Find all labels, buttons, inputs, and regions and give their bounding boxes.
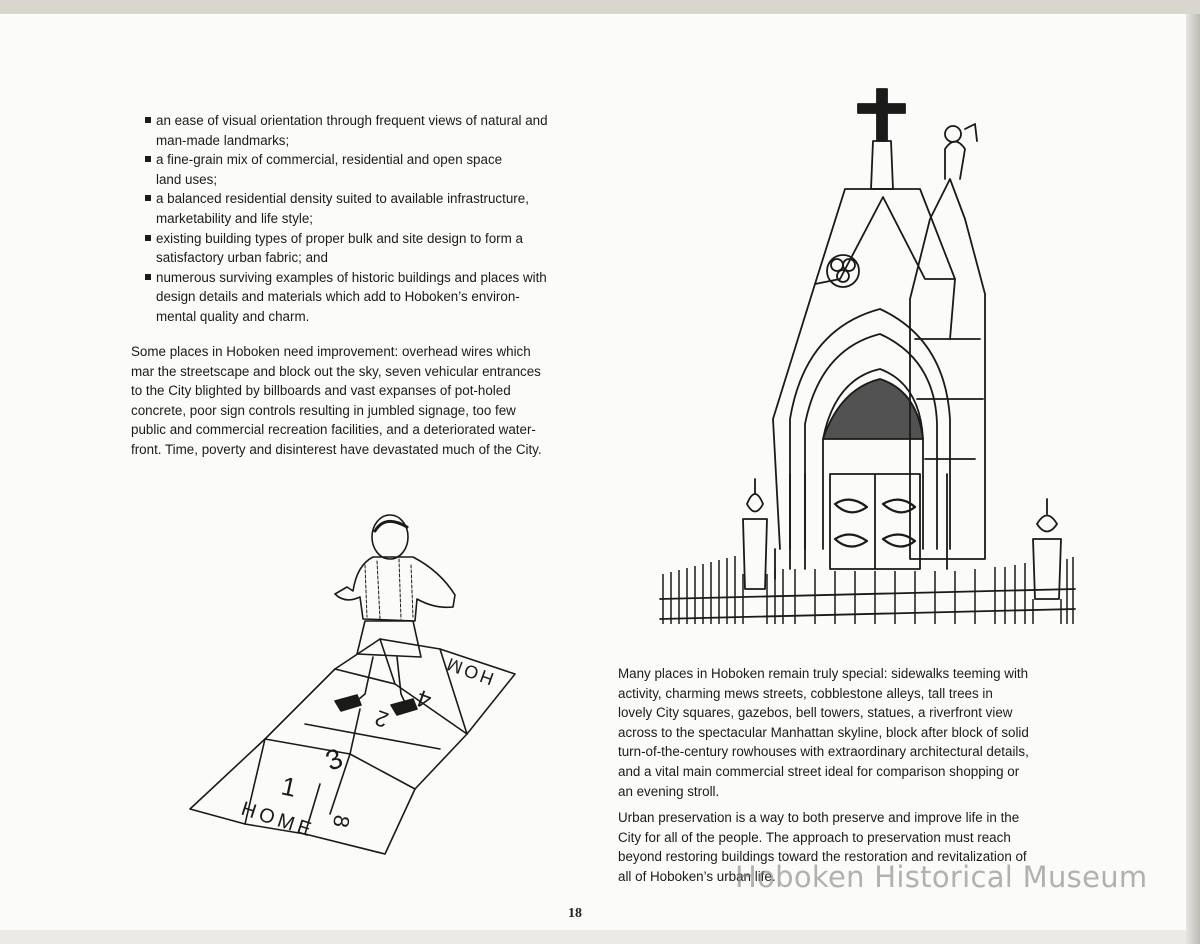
bullet-item: numerous surviving examples of historic buildings and places with design details and materials which add to Hoboken’s environ- mental quality and charm. [145, 268, 605, 327]
right-finial [1033, 499, 1061, 599]
page-number: 18 [568, 906, 582, 921]
hopscotch-square-3: 3 [321, 742, 347, 777]
hopscotch-illustration [185, 509, 525, 869]
bullet-list [145, 111, 605, 327]
hopscotch-top-label: HOM [441, 652, 497, 690]
child-sweater [335, 557, 455, 621]
hopscotch-square-2: 2 [371, 705, 392, 733]
bullet-item: existing building types of proper bulk and site design to form a satisfactory urban fabric; and [145, 229, 605, 268]
preservation-paragraph: Urban preservation is a way to both preserve and improve life in the City for all of the people. The approach to preservation must reach beyond restoring buildings toward the restoration and revitalization of all of Hoboken’s urban life. [618, 810, 1027, 884]
bullet-item: a balanced residential density suited to available infrastructure, marketability and life style; [145, 189, 605, 228]
museum-watermark: Hoboken Historical Museum [735, 860, 1148, 894]
gable-roof [815, 189, 955, 284]
cross-icon [858, 89, 905, 141]
hopscotch-square-1: 1 [278, 770, 300, 803]
bullet-item: a fine-grain mix of commercial, residential and open space land uses; [145, 150, 605, 189]
improvement-paragraph: Some places in Hoboken need improvement: overhead wires which mar the streetscape and block out the sky, seven vehicular entrances to the City blighted by billboards and vast expanses of pot-holed concrete, poor sign controls resulting in jumbled signage, too few public and commercial recreation facilities, and a deteriorated water- front. Time, poverty and disinterest have devastated much of the City. [131, 344, 542, 457]
page-edge [1186, 14, 1200, 944]
child-shoes [335, 695, 417, 715]
hopscotch-square-4: 4 [413, 683, 436, 714]
iron-fence [660, 589, 1075, 619]
gothic-monument-illustration [655, 79, 1080, 629]
special-places-paragraph: Many places in Hoboken remain truly special: sidewalks teeming with activity, charming mews streets, cobblestone alleys, tall trees in lovely City squares, gazebos, bell towers, statues, a riverfront view across to the spectacular Manhattan skyline, block after block of solid turn-of-the-century rowhouses with extraordinary architectural details, and a vital main commercial street ideal for comparison shopping or an evening stroll. [618, 666, 1029, 799]
double-door [830, 474, 920, 569]
bullet-item: an ease of visual orientation through frequent views of natural and man-made landmarks; [145, 111, 605, 150]
left-finial [743, 479, 767, 589]
hopscotch-home-label: HOME [238, 797, 318, 843]
child-legs [353, 657, 407, 707]
child-skirt [357, 621, 421, 657]
hopscotch-square-8: 8 [327, 813, 355, 830]
